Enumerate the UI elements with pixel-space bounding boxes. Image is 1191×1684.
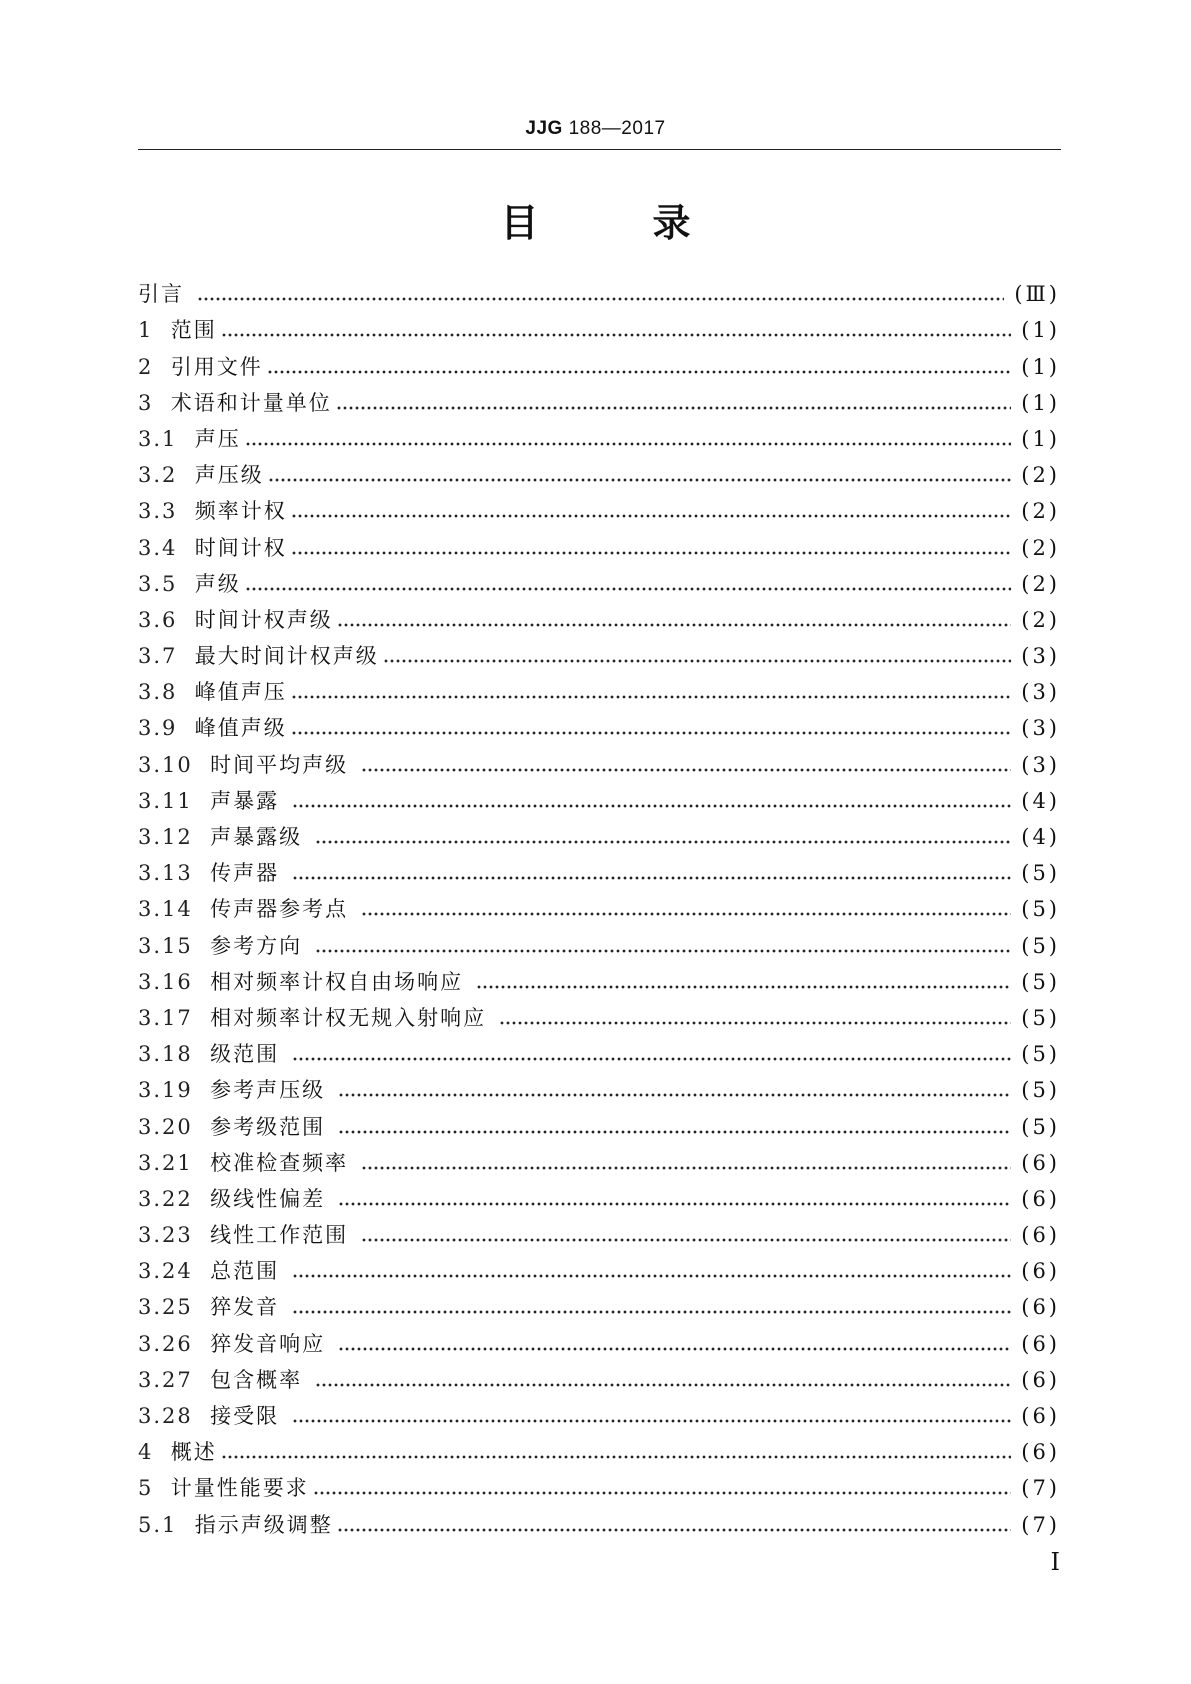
toc-entry-number: 3.5 — [138, 571, 195, 596]
toc-entry-title: 级范围 — [210, 1042, 288, 1067]
toc-entry-page: (1) — [1021, 426, 1060, 451]
toc-entry-page: (5) — [1021, 1114, 1060, 1139]
toc-leader-dots — [268, 477, 1012, 483]
toc-entry-page: (3) — [1021, 680, 1060, 705]
toc-entry-number: 3.27 — [138, 1367, 211, 1392]
page-header — [0, 118, 1191, 140]
toc-leader-dots — [476, 984, 1011, 990]
toc-entry-title: 峰值声级 — [194, 716, 287, 741]
toc-entry[interactable] — [138, 1036, 1060, 1072]
toc-entry-page: (1) — [1021, 354, 1060, 379]
toc-entry-page: (5) — [1021, 897, 1060, 922]
toc-entry-title: 声暴露 — [210, 788, 288, 813]
toc-entry-page: (6) — [1021, 1186, 1060, 1211]
toc-entry-number: 3.25 — [138, 1295, 211, 1320]
toc-entry[interactable] — [138, 1506, 1060, 1542]
toc-leader-dots — [313, 1490, 1012, 1496]
toc-entry[interactable] — [138, 385, 1060, 421]
toc-entry[interactable] — [138, 421, 1060, 457]
toc-entry-number: 3.23 — [138, 1223, 211, 1248]
toc-entry-number: 3.4 — [138, 535, 195, 560]
toc-leader-dots — [315, 948, 1011, 954]
toc-entry-number: 3.19 — [138, 1078, 211, 1103]
toc-leader-dots — [337, 1527, 1012, 1533]
page-number: Ⅰ — [1050, 1548, 1060, 1576]
toc-entry[interactable] — [138, 783, 1060, 819]
toc-entry-page: (4) — [1021, 788, 1060, 813]
toc-entry-number: 3.14 — [138, 897, 211, 922]
toc-leader-dots — [292, 875, 1011, 881]
toc-leader-dots — [291, 730, 1012, 736]
toc-entry[interactable] — [138, 1217, 1060, 1253]
toc-leader-dots — [221, 1454, 1012, 1460]
toc-entry[interactable] — [138, 746, 1060, 782]
toc-entry[interactable] — [138, 1398, 1060, 1434]
toc-entry[interactable] — [138, 276, 1060, 312]
toc-entry[interactable] — [138, 1362, 1060, 1398]
toc-entry-page: (6) — [1021, 1404, 1060, 1428]
toc-entry-title: 计量性能要求 — [170, 1476, 309, 1501]
toc-leader-dots — [291, 550, 1012, 556]
toc-entry-title: 校准检查频率 — [210, 1150, 357, 1175]
toc-entry-title: 级线性偏差 — [210, 1186, 334, 1211]
toc-entry-page: (3) — [1021, 644, 1060, 669]
toc-entry-number: 3.15 — [138, 933, 211, 958]
toc-leader-dots — [338, 1201, 1011, 1207]
toc-entry[interactable] — [138, 493, 1060, 529]
toc-entry-number: 5.1 — [138, 1512, 195, 1537]
toc-entry[interactable] — [138, 674, 1060, 710]
toc-entry-title: 引用文件 — [170, 354, 263, 379]
toc-entry-page: (6) — [1021, 1331, 1060, 1356]
toc-leader-dots — [292, 1273, 1011, 1279]
toc-entry-title: 峰值声压 — [194, 680, 287, 705]
toc-entry[interactable] — [138, 1072, 1060, 1108]
toc-entry[interactable] — [138, 819, 1060, 855]
toc-entry-title: 术语和计量单位 — [170, 390, 332, 415]
toc-entry-page: (7) — [1021, 1512, 1060, 1537]
toc-entry-number: 3.28 — [138, 1404, 211, 1428]
toc-entry[interactable] — [138, 312, 1060, 348]
toc-entry-title: 指示声级调整 — [194, 1512, 333, 1537]
toc-leader-dots — [292, 1309, 1011, 1315]
toc-leader-dots — [383, 658, 1012, 664]
toc-entry-number: 3.24 — [138, 1259, 211, 1284]
toc-entry-page: (6) — [1021, 1295, 1060, 1320]
toc-entry-number: 1 — [138, 318, 171, 343]
toc-entry-title: 相对频率计权自由场响应 — [210, 969, 472, 994]
toc-leader-dots — [292, 803, 1011, 809]
toc-entry-title: 参考方向 — [210, 933, 311, 958]
toc-entry-number: 3.1 — [138, 426, 195, 451]
toc-leader-dots — [337, 622, 1012, 628]
toc-entry-page: (6) — [1021, 1440, 1060, 1465]
toc-entry-number: 5 — [138, 1476, 171, 1501]
toc-entry[interactable] — [138, 1000, 1060, 1036]
toc-entry-page: (6) — [1021, 1223, 1060, 1248]
toc-entry-page: (5) — [1021, 1042, 1060, 1067]
toc-entry-page: (2) — [1021, 463, 1060, 488]
toc-entry-title: 时间计权声级 — [194, 607, 333, 632]
toc-entry-number: 3.12 — [138, 825, 211, 849]
toc-entry-title: 声压级 — [194, 463, 264, 488]
toc-entry-number: 3.18 — [138, 1042, 211, 1067]
toc-entry-number: 3.21 — [138, 1150, 211, 1175]
toc-entry-title: 总范围 — [210, 1259, 288, 1284]
toc-leader-dots — [361, 1237, 1011, 1243]
toc-entry-title: 猝发音响应 — [210, 1331, 334, 1356]
toc-leader-dots — [267, 369, 1012, 375]
toc-entry-number: 3.20 — [138, 1114, 211, 1139]
toc-leader-dots — [336, 405, 1012, 411]
toc-entry-title: 相对频率计权无规入射响应 — [210, 1005, 495, 1030]
toc-entry[interactable] — [138, 602, 1060, 638]
toc-entry-page: (5) — [1021, 1005, 1060, 1030]
toc-entry[interactable] — [138, 566, 1060, 602]
toc-entry-number: 4 — [138, 1440, 171, 1465]
toc-entry-title: 传声器参考点 — [210, 897, 357, 922]
toc-entry-number: 3.7 — [138, 644, 195, 669]
toc-entry-page: (7) — [1021, 1476, 1060, 1501]
toc-entry-number: 3.17 — [138, 1005, 211, 1030]
toc-entry[interactable] — [138, 1434, 1060, 1470]
toc-entry[interactable] — [138, 855, 1060, 891]
toc-entry-title: 频率计权 — [194, 499, 287, 524]
toc-entry[interactable] — [138, 1325, 1060, 1361]
toc-entry[interactable] — [138, 638, 1060, 674]
toc-entry-title: 时间平均声级 — [210, 752, 357, 777]
toc-entry[interactable] — [138, 457, 1060, 493]
toc-entry-page: (Ⅲ) — [1014, 282, 1060, 307]
toc-leader-dots — [197, 296, 1005, 302]
toc-entry[interactable] — [138, 1289, 1060, 1325]
toc-entry[interactable] — [138, 1470, 1060, 1506]
toc-entry-page: (6) — [1021, 1259, 1060, 1284]
toc-entry-title: 线性工作范围 — [210, 1223, 357, 1248]
toc-entry-page: (1) — [1021, 318, 1060, 343]
toc-entry-title: 范围 — [170, 318, 217, 343]
toc-leader-dots — [499, 1020, 1011, 1026]
toc-leader-dots — [245, 586, 1012, 592]
toc-entry[interactable] — [138, 891, 1060, 927]
toc-entry-title: 引言 — [138, 282, 193, 307]
toc-leader-dots — [292, 1056, 1011, 1062]
toc-entry-title: 传声器 — [210, 861, 288, 886]
toc-leader-dots — [361, 1165, 1011, 1171]
toc-entry-number: 3.9 — [138, 716, 195, 741]
toc-entry-number: 3.26 — [138, 1331, 211, 1356]
toc-entry-title: 接受限 — [210, 1404, 288, 1428]
toc-leader-dots — [338, 1092, 1011, 1098]
toc-entry[interactable] — [138, 529, 1060, 565]
toc-entry-page: (2) — [1021, 607, 1060, 632]
toc-leader-dots — [338, 1129, 1011, 1135]
toc-entry[interactable] — [138, 710, 1060, 746]
toc-entry[interactable] — [138, 1181, 1060, 1217]
toc-leader-dots — [245, 441, 1012, 447]
toc-entry[interactable] — [138, 964, 1060, 1000]
toc-entry-page: (5) — [1021, 969, 1060, 994]
toc-entry-number: 3.22 — [138, 1186, 211, 1211]
toc-entry-page: (2) — [1021, 499, 1060, 524]
toc-entry-page: (1) — [1021, 390, 1060, 415]
toc-entry-title: 声压 — [194, 426, 241, 451]
toc-entry-page: (2) — [1021, 535, 1060, 560]
toc-entry-number: 3.13 — [138, 861, 211, 886]
toc-entry-page: (5) — [1021, 1078, 1060, 1103]
toc-entry-title: 包含概率 — [210, 1367, 311, 1392]
toc-leader-dots — [292, 1418, 1011, 1424]
toc-entry-number: 3.11 — [138, 788, 211, 813]
toc-entry-number: 3 — [138, 390, 171, 415]
toc-entry-page: (5) — [1021, 861, 1060, 886]
toc-entry-title: 概述 — [170, 1440, 217, 1465]
toc-leader-dots — [338, 1346, 1011, 1352]
toc-entry-number: 3.3 — [138, 499, 195, 524]
toc-entry-title: 参考声压级 — [210, 1078, 334, 1103]
toc-entry-page: (2) — [1021, 571, 1060, 596]
toc-title: 目 录 — [500, 201, 691, 245]
standard-code: JJG — [525, 118, 563, 139]
toc-list — [138, 276, 1060, 1543]
toc-entry[interactable] — [138, 348, 1060, 384]
toc-entry-page: (6) — [1021, 1367, 1060, 1392]
toc-leader-dots — [221, 332, 1012, 338]
toc-entry-number: 3.6 — [138, 607, 195, 632]
toc-leader-dots — [315, 1382, 1011, 1388]
toc-entry[interactable] — [138, 1108, 1060, 1144]
toc-entry[interactable] — [138, 927, 1060, 963]
toc-entry-title: 参考级范围 — [210, 1114, 334, 1139]
toc-entry-number: 3.8 — [138, 680, 195, 705]
toc-entry-page: (3) — [1021, 752, 1060, 777]
toc-entry[interactable] — [138, 1145, 1060, 1181]
standard-number: 188—2017 — [562, 118, 666, 139]
toc-entry-page: (5) — [1021, 933, 1060, 958]
toc-entry-title: 声暴露级 — [210, 825, 311, 849]
toc-entry-title: 猝发音 — [210, 1295, 288, 1320]
toc-entry-number: 2 — [138, 354, 171, 379]
toc-entry-page: (4) — [1021, 825, 1060, 849]
toc-entry-page: (6) — [1021, 1150, 1060, 1175]
header-rule — [138, 149, 1061, 150]
toc-entry-title: 最大时间计权声级 — [194, 644, 379, 669]
toc-entry-page: (3) — [1021, 716, 1060, 741]
toc-entry[interactable] — [138, 1253, 1060, 1289]
toc-entry-title: 时间计权 — [194, 535, 287, 560]
toc-entry-number: 3.16 — [138, 969, 211, 994]
toc-entry-number: 3.10 — [138, 752, 211, 777]
toc-entry-number: 3.2 — [138, 463, 195, 488]
toc-leader-dots — [291, 513, 1012, 519]
toc-leader-dots — [361, 767, 1011, 773]
toc-entry-title: 声级 — [194, 571, 241, 596]
toc-leader-dots — [291, 694, 1012, 700]
toc-leader-dots — [315, 839, 1011, 845]
toc-leader-dots — [361, 911, 1011, 917]
